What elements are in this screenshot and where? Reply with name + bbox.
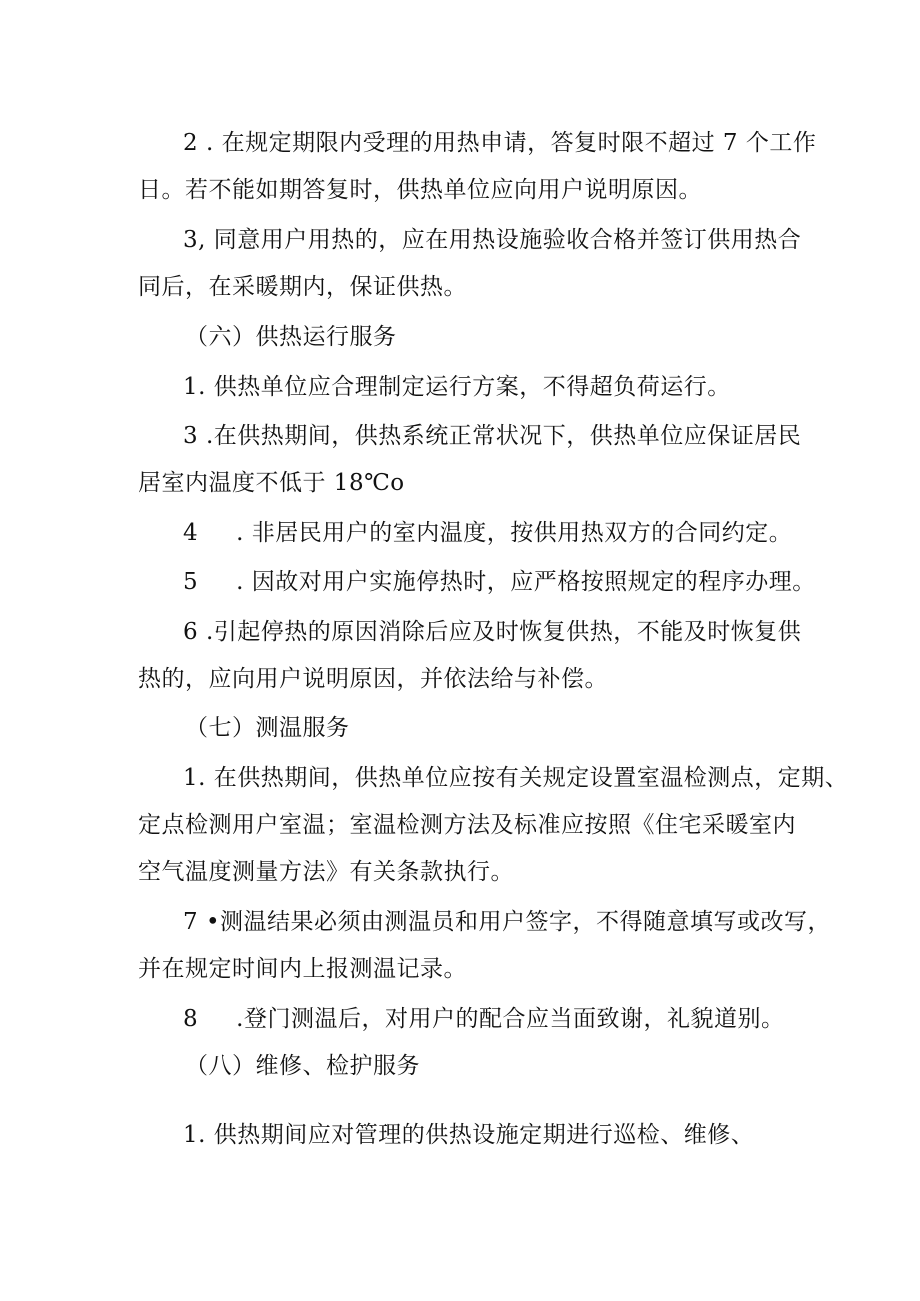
paragraph-line (183, 1004, 784, 1034)
item-number: 5 (183, 569, 199, 595)
paragraph-line: 定点检测用户室温；室温检测方法及标准应按照《住宅采暖室内 (138, 812, 796, 838)
paragraph-line: 空气温度测量方法》有关条款执行。 (138, 859, 514, 885)
paragraph-line: 同后，在采暖期内，保证供热。 (138, 274, 467, 300)
paragraph-line (183, 518, 792, 548)
paragraph-line: 1. 在供热期间，供热单位应按有关规定设置室温检测点，定期、 (183, 765, 849, 791)
paragraph-line: 1. 供热单位应合理制定运行方案，不得超负荷运行。 (183, 374, 731, 400)
section-heading: （八）维修、检护服务 (185, 1053, 420, 1079)
section-heading: （六）供热运行服务 (185, 324, 397, 350)
paragraph-line: 居室内温度不低于 18℃o (138, 470, 405, 496)
item-number: 8 (183, 1006, 199, 1032)
paragraph-line: 3, 同意用户用热的，应在用热设施验收合格并签订供用热合 (183, 227, 802, 253)
paragraph-line: 6 .引起停热的原因消除后应及时恢复供热，不能及时恢复供 (183, 619, 802, 645)
paragraph-line: 3 .在供热期间，供热系统正常状况下，供热单位应保证居民 (183, 423, 802, 449)
paragraph-line: 并在规定时间内上报测温记录。 (138, 956, 467, 982)
item-text: . 因故对用户实施停热时，应严格按照规定的程序办理。 (236, 569, 816, 595)
item-text: . 非居民用户的室内温度，按供用热双方的合同约定。 (236, 520, 793, 546)
paragraph-line: 2 . 在规定期限内受理的用热申请，答复时限不超过 7 个工作 (183, 130, 817, 156)
paragraph-line: 1. 供热期间应对管理的供热设施定期进行巡检、维修、 (183, 1122, 755, 1148)
paragraph-line: 7 •测温结果必须由测温员和用户签字，不得随意填写或改写， (183, 909, 832, 935)
paragraph-line: 热的，应向用户说明原因，并依法给与补偿。 (138, 666, 608, 692)
section-heading: （七）测温服务 (185, 715, 350, 741)
item-text: .登门测温后，对用户的配合应当面致谢，礼貌道别。 (236, 1006, 785, 1032)
paragraph-line: 日。若不能如期答复时，供热单位应向用户说明原因。 (138, 177, 702, 203)
paragraph-line (183, 567, 816, 597)
item-number: 4 (183, 520, 199, 546)
